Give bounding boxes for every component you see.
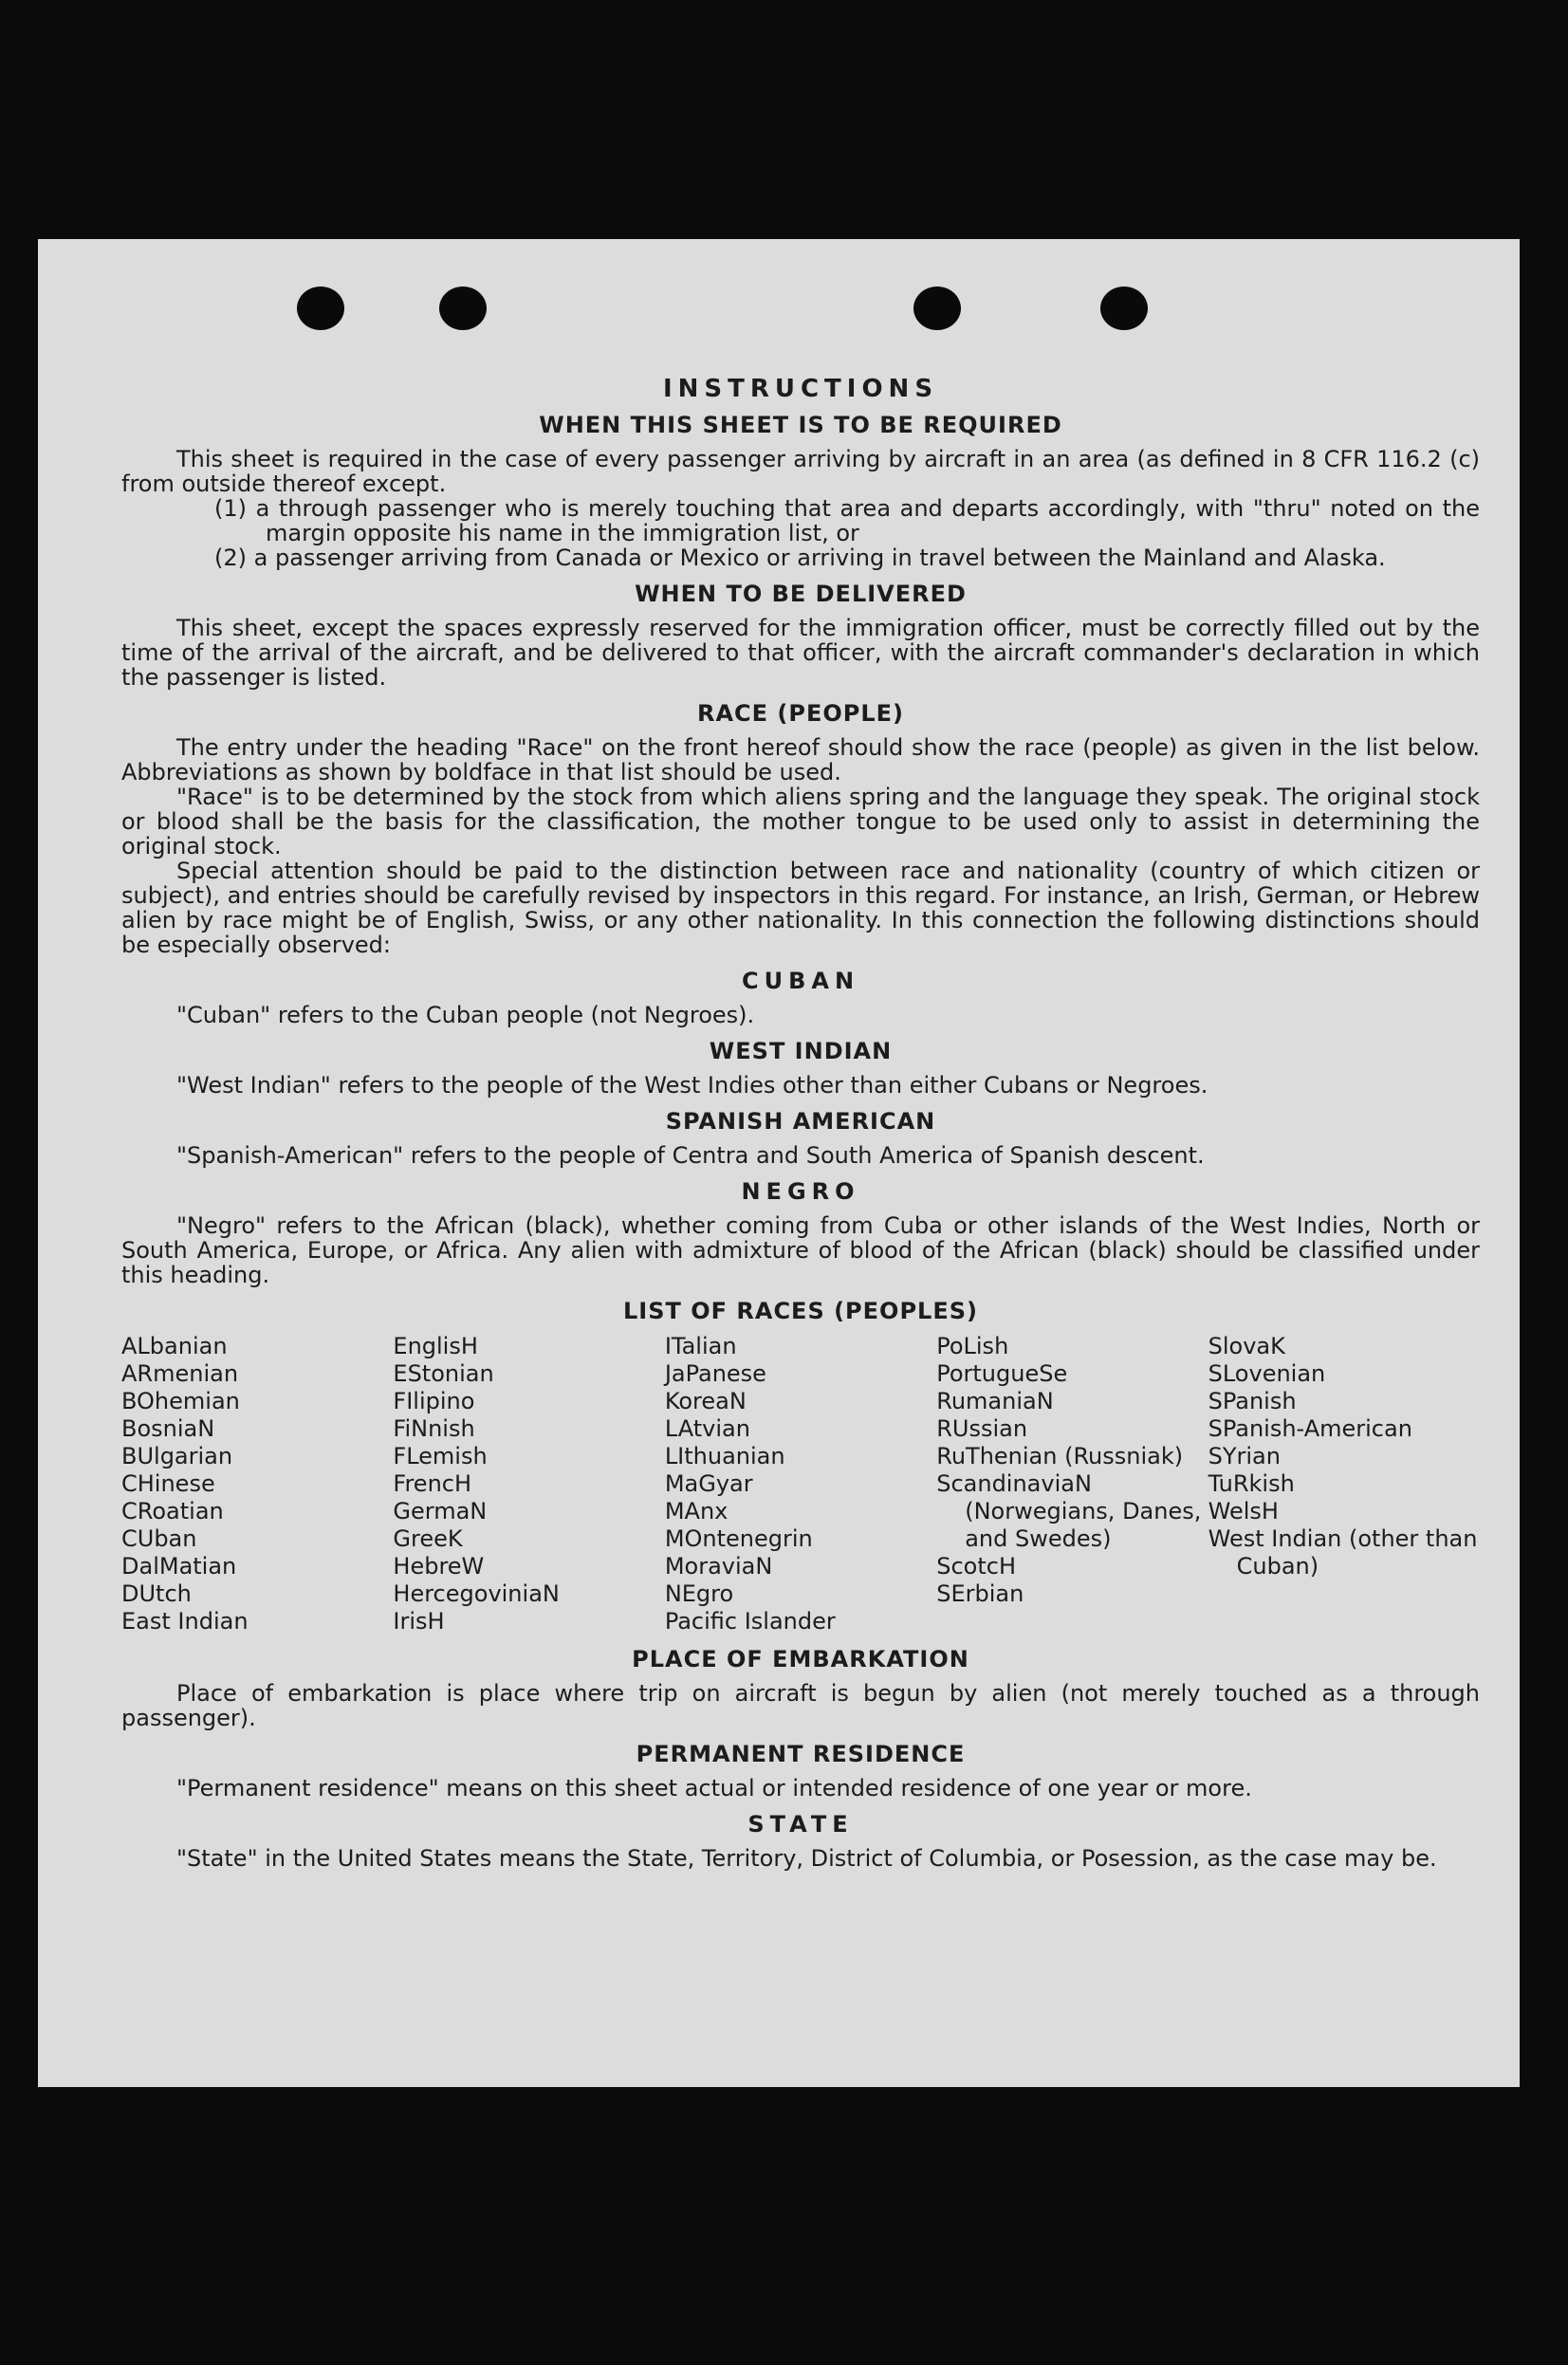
race-item: JaPanese — [664, 1360, 766, 1387]
race-item: FLemish — [393, 1443, 488, 1469]
race-item: ARmenian — [121, 1360, 239, 1387]
section-heading: WHEN TO BE DELIVERED — [635, 581, 967, 607]
sheet-content — [121, 377, 1480, 1871]
race-item: BUlgarian — [121, 1443, 233, 1469]
race-item: FrencH — [393, 1470, 472, 1497]
race-item: PoLish — [936, 1333, 1009, 1359]
paragraph: "State" in the United States means the State, Territory, District of Columbia, or Posession, as the case may be. — [176, 1845, 1437, 1872]
race-item: WelsH — [1208, 1498, 1279, 1524]
race-item: RUssian — [936, 1415, 1028, 1442]
races-column — [393, 1333, 664, 1635]
race-item: CRoatian — [121, 1498, 224, 1524]
race-item: EnglisH — [393, 1333, 478, 1359]
section-heading: PERMANENT RESIDENCE — [636, 1741, 966, 1767]
race-item: DalMatian — [121, 1553, 237, 1580]
race-item: SErbian — [936, 1580, 1024, 1607]
races-column — [665, 1333, 936, 1635]
paragraph: Special attention should be paid to the distinction between race and nationality (country of which citizen or subject), and entries should be carefully revised by inspectors in this regard. For instance, an Irish, German, or Hebrew alien by race might be of English, Swiss, or any other nationality. In this connection the following distinctions should be especially observed: — [121, 858, 1480, 958]
races-list — [121, 1333, 1480, 1635]
races-column — [1208, 1333, 1480, 1635]
section-heading: CUBAN — [741, 968, 860, 994]
race-item: ScandinaviaN (Norwegians, Danes, and Swedes) — [936, 1470, 1202, 1552]
race-item: ALbanian — [121, 1333, 228, 1359]
paragraph: This sheet, except the spaces expressly reserved for the immigration officer, must be correctly filled out by the time of the arrival of the aircraft, and be delivered to that officer, with the aircraft commander's declaration in which the passenger is listed. — [121, 615, 1480, 691]
race-item: SlovaK — [1208, 1333, 1285, 1359]
race-item: SYrian — [1208, 1443, 1281, 1469]
section-heading: STATE — [747, 1811, 854, 1838]
paragraph: (2) a passenger arriving from Canada or Mexico or arriving in travel between the Mainland and Alaska. — [214, 545, 1386, 571]
race-item: ITalian — [664, 1333, 737, 1359]
section-heading: WHEN THIS SHEET IS TO BE REQUIRED — [539, 412, 1062, 438]
race-item: TuRkish — [1208, 1470, 1295, 1497]
race-item: GermaN — [393, 1498, 488, 1524]
section-heading: LIST OF RACES (PEOPLES) — [623, 1298, 978, 1324]
paragraph: (1) a through passenger who is merely touching that area and departs accordingly, with "thru" noted on the margin opposite his name in the immigration list, or — [214, 495, 1480, 546]
race-item: BosniaN — [121, 1415, 215, 1442]
section-heading: SPANISH AMERICAN — [665, 1108, 936, 1135]
section-heading: PLACE OF EMBARKATION — [632, 1646, 969, 1672]
race-item: BOhemian — [121, 1388, 240, 1414]
race-item: SPanish-American — [1208, 1415, 1412, 1442]
section-heading: NEGRO — [741, 1178, 860, 1205]
paragraph: The entry under the heading "Race" on the front hereof should show the race (people) as given in the list below. Abbreviations as shown by boldface in that list should be used. — [121, 734, 1480, 785]
race-item: SLovenian — [1208, 1360, 1326, 1387]
race-item: MOntenegrin — [664, 1525, 813, 1552]
race-item: DUtch — [121, 1580, 192, 1607]
race-item: HercegoviniaN — [393, 1580, 560, 1607]
race-item: KoreaN — [664, 1388, 747, 1414]
instruction-sheet — [38, 239, 1520, 2087]
race-item: RuThenian (Russniak) — [936, 1443, 1184, 1469]
races-column — [121, 1333, 393, 1635]
race-item: PortugueSe — [936, 1360, 1068, 1387]
race-item: HebreW — [393, 1553, 485, 1580]
race-item: Pacific Islander — [664, 1608, 836, 1635]
race-item: FIlipino — [393, 1388, 475, 1414]
paragraph: This sheet is required in the case of every passenger arriving by aircraft in an area (as defined in 8 CFR 116.2 (c) from outside thereof except. — [121, 446, 1480, 497]
race-item: MoraviaN — [664, 1553, 773, 1580]
paragraph: "Race" is to be determined by the stock from which aliens spring and the language they speak. The original stock or blood shall be the basis for the classification, the mother tongue to be used only to assist in determining the original stock. — [121, 784, 1480, 859]
race-item: West Indian (other than Cuban) — [1208, 1525, 1478, 1580]
punch-hole — [913, 286, 961, 330]
race-item: NEgro — [664, 1580, 734, 1607]
race-item: EStonian — [393, 1360, 494, 1387]
race-item: GreeK — [393, 1525, 463, 1552]
paragraph: "West Indian" refers to the people of the West Indies other than either Cubans or Negroes. — [176, 1072, 1208, 1099]
race-item: MaGyar — [664, 1470, 753, 1497]
punch-hole — [439, 286, 487, 330]
paragraph: Place of embarkation is place where trip on aircraft is begun by alien (not merely touched as a through passenger). — [121, 1680, 1480, 1731]
race-item: FiNnish — [393, 1415, 475, 1442]
paragraph: "Cuban" refers to the Cuban people (not Negroes). — [176, 1002, 755, 1028]
race-item: SPanish — [1208, 1388, 1297, 1414]
race-item: RumaniaN — [936, 1388, 1054, 1414]
race-item: CUban — [121, 1525, 197, 1552]
section-heading: WEST INDIAN — [709, 1038, 893, 1064]
race-item: IrisH — [393, 1608, 445, 1635]
race-item: East Indian — [121, 1608, 249, 1635]
section-heading: RACE (PEOPLE) — [696, 700, 905, 727]
paragraph: "Permanent residence" means on this sheet actual or intended residence of one year or more. — [176, 1775, 1252, 1801]
races-column — [936, 1333, 1208, 1635]
page-title: INSTRUCTIONS — [662, 375, 939, 403]
race-item: ScotcH — [936, 1553, 1016, 1580]
punch-hole — [297, 286, 344, 330]
punch-hole — [1100, 286, 1148, 330]
race-item: LAtvian — [664, 1415, 750, 1442]
race-item: MAnx — [664, 1498, 729, 1524]
race-item: LIthuanian — [664, 1443, 785, 1469]
race-item: CHinese — [121, 1470, 215, 1497]
paragraph: "Spanish-American" refers to the people of Centra and South America of Spanish descent. — [176, 1142, 1205, 1169]
paragraph: "Negro" refers to the African (black), whether coming from Cuba or other islands of the West Indies, North or South America, Europe, or Africa. Any alien with admixture of blood of the African (black) should be classified under this heading. — [121, 1212, 1480, 1288]
